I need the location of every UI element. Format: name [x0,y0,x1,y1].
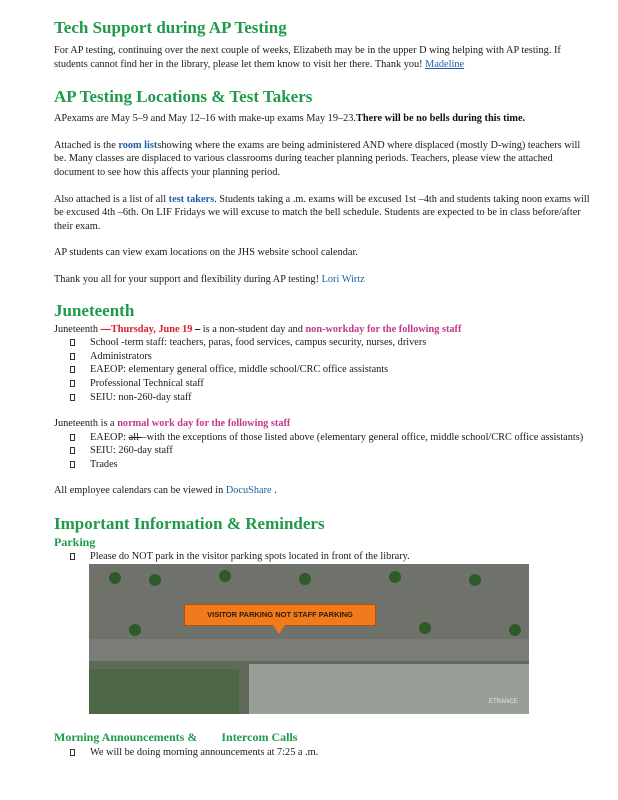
lori-wirtz-link[interactable]: Lori Wirtz [321,273,365,285]
list-item: SEIU: non-260-day staff [70,391,594,405]
docushare-link[interactable]: DocuShare [225,485,272,497]
announcements-list [54,746,594,760]
juneteenth-intro: Juneteenth —Thursday, June 19 – is a non-student day and non-workday for the following staff [54,323,462,335]
room-list-paragraph: Attached is the room listshowing where the exams are being administered AND where displaced (mostly D-wing) teachers will be. Many classes are displaced to various classrooms during teacher planning periods. Teachers, please view the attached document to see how this affects your planning period. [54,139,581,178]
parking-subtitle: Parking [54,535,96,550]
thank-you-line: Thank you all for your support and flexibility during AP testing! Lori Wirtz [54,273,365,285]
tree [389,571,401,583]
building-roof [249,664,529,714]
section-title-ap-testing: AP Testing Locations & Test Takers [54,87,313,107]
tech-support-text: For AP testing, continuing over the next couple of weeks, Elizabeth may be in the upper D wing helping with AP testing. If students cannot find her in the library, please let them know to visit her there. Thank you! Madeline [54,45,561,70]
tree [469,574,481,586]
section-title-juneteenth: Juneteenth [54,300,135,320]
room-list-link[interactable]: room list [118,139,158,151]
tree [419,622,431,634]
exam-locations-note: AP students can view exam locations on the JHS website school calendar. [54,247,358,259]
list-item: Trades [70,458,594,472]
madeline-link[interactable]: Madeline [425,58,465,70]
tree [219,570,231,582]
workday-list [54,431,594,472]
juneteenth-workday-intro: Juneteenth is a normal work day for the following staff [54,418,291,430]
list-item: Please do NOT park in the visitor parking spots located in front of the library. [70,550,594,564]
road [89,639,529,661]
tree [109,572,121,584]
tree [299,573,311,585]
lawn [89,669,239,714]
announcements-subtitle: Morning Announcements & Intercom Calls [54,730,298,744]
newsletter-page [54,18,594,564]
parking-list [54,550,594,564]
test-takers-link[interactable]: test takers [168,193,215,205]
calendar-note: All employee calendars can be viewed in DocuShare . [54,485,277,497]
list-item: Professional Technical staff [70,377,594,391]
nonworkday-list [54,336,594,404]
list-item: School -term staff: teachers, paras, food services, campus security, nurses, drivers [70,336,594,350]
tree [129,624,141,636]
banner-arrow [273,625,285,634]
section-title-important-info: Important Information & Reminders [54,514,325,534]
tree [509,624,521,636]
list-item: SEIU: 260-day staff [70,444,594,458]
announcements-section [54,730,594,760]
list-item: EAEOP: all –with the exceptions of those listed above (elementary general office, middle school/CRC office assistants) [70,431,594,445]
section-title-tech-support: Tech Support during AP Testing [54,18,287,37]
list-item: EAEOP: elementary general office, middle school/CRC office assistants [70,363,594,377]
tree [149,574,161,586]
list-item: We will be doing morning announcements at 7:25 a .m. [70,746,594,760]
parking-lot-photo [89,564,529,714]
ap-exam-dates: APexams are May 5–9 and May 12–16 with make-up exams May 19–23.There will be no bells during this time. [54,113,526,125]
visitor-parking-banner: VISITOR PARKING NOT STAFF PARKING [184,604,376,626]
test-takers-paragraph: Also attached is a list of all test takers. Students taking a .m. exams will be excused 1st –4th and students taking noon exams will be excused 4th –6th. On LIF Fridays we will excuse to match the bell schedule. Students are expected to be in class before/after their exam. [54,193,590,232]
list-item: Administrators [70,350,594,364]
entrance-sign: ETRANCE [489,699,518,705]
